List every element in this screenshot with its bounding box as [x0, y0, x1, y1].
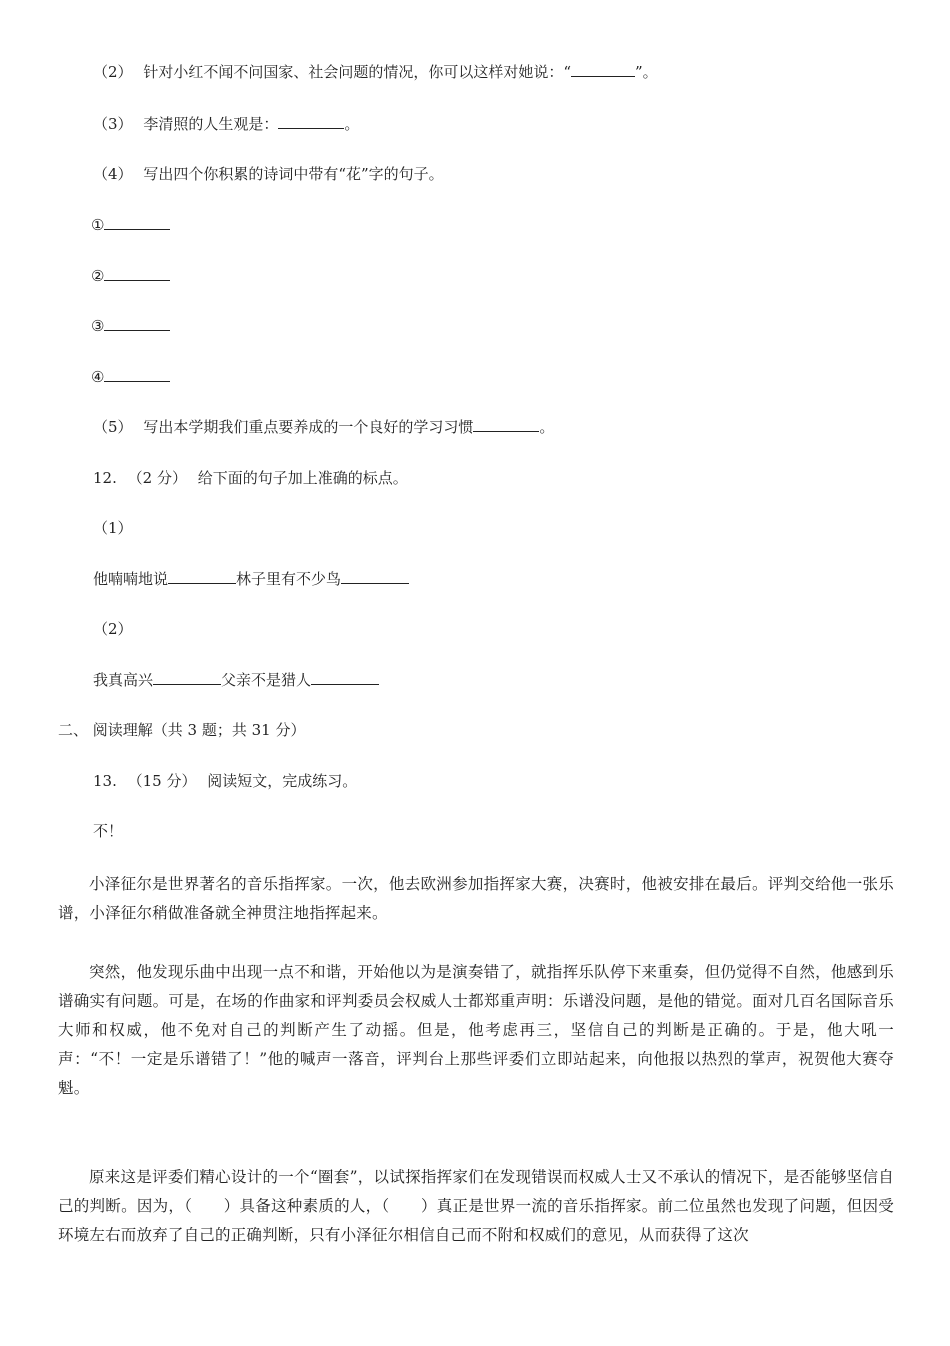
circle-number: ①: [91, 216, 105, 234]
answer-blank[interactable]: [104, 367, 170, 382]
question-prompt: 给下面的句子加上准确的标点。: [197, 469, 408, 487]
answer-blank[interactable]: [104, 316, 170, 331]
sub-question-1: [93, 518, 133, 538]
sub-number: （1）: [93, 519, 133, 537]
punctuation-sentence-2: [93, 670, 379, 690]
item-text: 写出本学期我们重点要养成的一个良好的学习习惯: [143, 418, 474, 436]
answer-blank[interactable]: [571, 62, 635, 77]
sentence-part: 父亲不是猎人: [221, 671, 312, 689]
article-title: 不！: [93, 822, 124, 840]
article-paragraph-1: 小泽征尔是世界著名的音乐指挥家。一次，他去欧洲参加指挥家大赛，决赛时，他被安排在最后。评判交给他一张乐谱，小泽征尔稍做准备就全神贯注地指挥起来。: [58, 875, 894, 922]
question-number: 13.: [93, 772, 117, 790]
item-number: （4）: [93, 165, 133, 183]
sub-number: （2）: [93, 620, 133, 638]
section-title: 二、 阅读理解（共 3 题；共 31 分）: [58, 721, 306, 739]
answer-blank[interactable]: [104, 266, 170, 281]
question-prompt: 阅读短文，完成练习。: [207, 772, 358, 790]
poem-line-4: [91, 367, 170, 387]
sentence-part: 林子里有不少鸟: [236, 570, 342, 588]
question-item-4: [93, 164, 444, 184]
item-suffix: 。: [539, 418, 555, 436]
poem-line-1: [91, 215, 170, 235]
question-number: 12.: [93, 469, 117, 487]
answer-blank[interactable]: [278, 114, 344, 129]
question-item-5: [93, 417, 554, 437]
item-text: 写出四个你积累的诗词中带有“花”字的句子。: [143, 165, 444, 183]
circle-number: ③: [91, 317, 105, 335]
answer-blank[interactable]: [341, 569, 409, 584]
item-suffix: ”。: [635, 63, 658, 81]
item-number: （5）: [93, 418, 133, 436]
answer-blank[interactable]: [168, 569, 236, 584]
question-12-header: [93, 468, 408, 488]
item-text: 李清照的人生观是：: [143, 115, 279, 133]
sentence-part: 他喃喃地说: [93, 570, 169, 588]
answer-blank[interactable]: [153, 670, 221, 685]
answer-blank[interactable]: [311, 670, 379, 685]
sentence-part: 我真高兴: [93, 671, 154, 689]
question-score: （15 分）: [127, 772, 197, 790]
answer-blank[interactable]: [104, 215, 170, 230]
poem-line-3: [91, 316, 170, 336]
question-item-3: [93, 114, 359, 134]
poem-line-2: [91, 266, 170, 286]
article-paragraph-3: 原来这是评委们精心设计的一个“圈套”，以试探指挥家们在发现错误而权威人士又不承认的情况下，是否能够坚信自己的判断。因为，（ ）具备这种素质的人，（ ）真正是世界一流的音乐指挥家。前二位虽然也发现了问题，但因受环境左右而放弃了自己的正确判断，只有小泽征尔相信自己而不附和权威们的意见，从而获得了这次: [58, 1168, 894, 1244]
circle-number: ④: [91, 368, 105, 386]
circle-number: ②: [91, 267, 105, 285]
answer-blank[interactable]: [473, 417, 539, 432]
question-13-header: [93, 771, 357, 791]
item-number: （3）: [93, 115, 133, 133]
item-number: （2）: [93, 63, 133, 81]
question-item-2: [93, 62, 658, 82]
article-paragraph-2: 突然，他发现乐曲中出现一点不和谐，开始他以为是演奏错了，就指挥乐队停下来重奏，但仍觉得不自然，他感到乐谱确实有问题。可是，在场的作曲家和评判委员会权威人士都郑重声明：乐谱没问题，是他的错觉。面对几百名国际音乐大师和权威，他不免对自己的判断产生了动摇。但是，他考虑再三，坚信自己的判断是正确的。于是，他大吼一声：“不！一定是乐谱错了！”他的喊声一落音，评判台上那些评委们立即站起来，向他报以热烈的掌声，祝贺他大赛夺魁。: [58, 963, 894, 1097]
punctuation-sentence-1: [93, 569, 409, 589]
question-score: （2 分）: [127, 469, 187, 487]
sub-question-2: [93, 619, 133, 639]
item-suffix: 。: [344, 115, 360, 133]
item-text: 针对小红不闻不问国家、社会问题的情况，你可以这样对她说：“: [143, 63, 571, 81]
